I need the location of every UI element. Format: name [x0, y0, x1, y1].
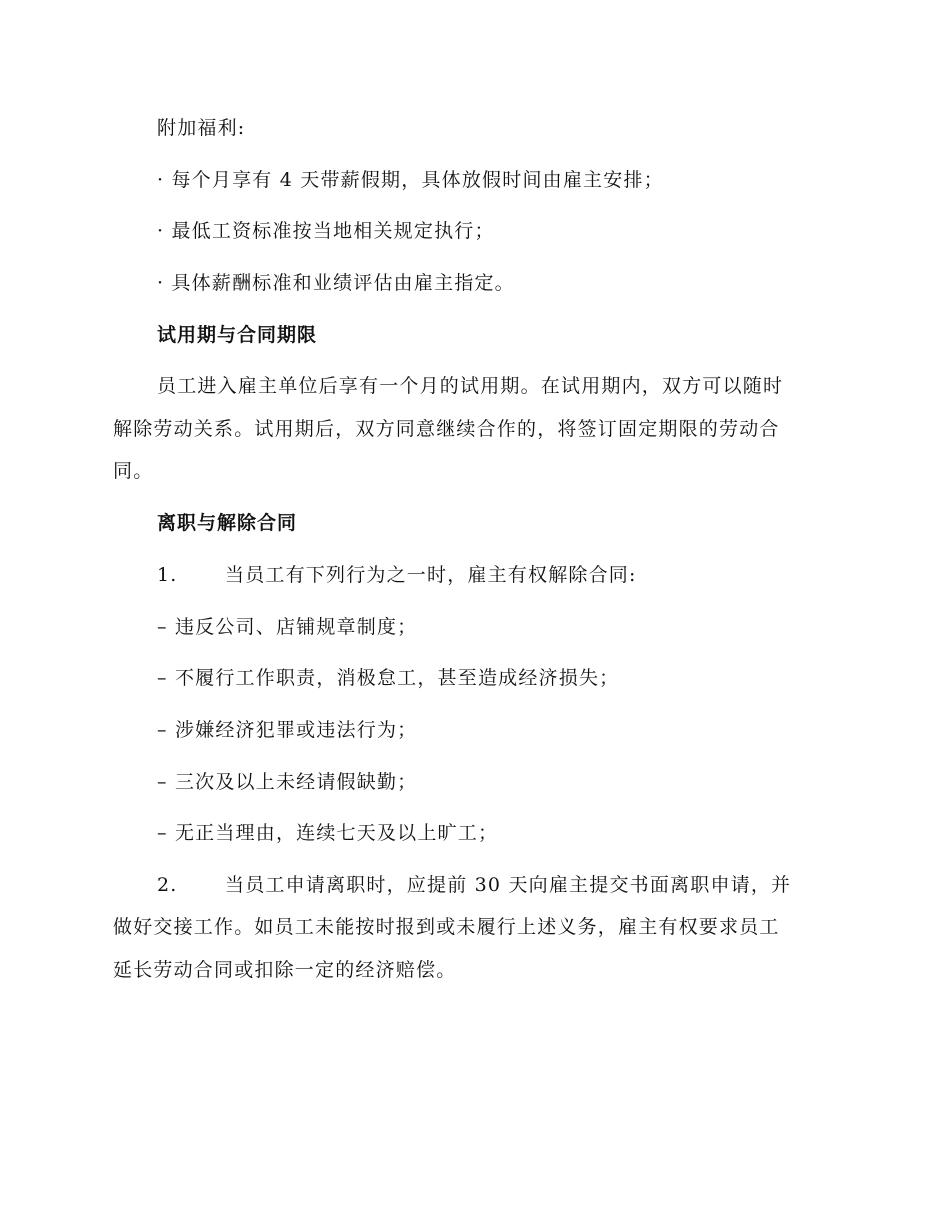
termination-sub-item: – 三次及以上未经请假缺勤； — [157, 771, 418, 793]
probation-heading: 试用期与合同期限 — [157, 324, 318, 346]
benefit-item: · 每个月享有 4 天带薪假期，具体放假时间由雇主安排； — [157, 169, 664, 191]
termination-sub-item: – 涉嫌经济犯罪或违法行为； — [157, 719, 418, 741]
probation-paragraph-line: 解除劳动关系。试用期后，双方同意继续合作的，将签订固定期限的劳动合 — [113, 418, 780, 440]
benefit-item: · 最低工资标准按当地相关规定执行； — [157, 220, 495, 242]
numbered-item-1 — [157, 562, 637, 588]
numbered-item-2-continuation: 做好交接工作。如员工未能按时报到或未履行上述义务，雇主有权要求员工 — [113, 916, 780, 938]
item-number: 2. — [157, 874, 178, 896]
benefits-heading: 附加福利: — [157, 117, 246, 139]
item-number: 1. — [157, 564, 178, 586]
benefit-item: · 具体薪酬标准和业绩评估由雇主指定。 — [157, 272, 515, 294]
numbered-item-2 — [157, 872, 791, 898]
termination-sub-item: – 违反公司、店铺规章制度； — [157, 616, 418, 638]
numbered-item-2-continuation: 延长劳动合同或扣除一定的经济赔偿。 — [113, 959, 457, 981]
probation-paragraph-line: 同。 — [113, 460, 154, 482]
item-text: 当员工申请离职时，应提前 30 天向雇主提交书面离职申请，并 — [225, 874, 792, 896]
probation-paragraph-line: 员工进入雇主单位后享有一个月的试用期。在试用期内，双方可以随时 — [157, 375, 784, 397]
termination-sub-item: – 无正当理由，连续七天及以上旷工； — [157, 822, 499, 844]
termination-heading: 离职与解除合同 — [157, 512, 298, 534]
item-text: 当员工有下列行为之一时，雇主有权解除合同: — [225, 564, 637, 586]
termination-sub-item: – 不履行工作职责，消极怠工，甚至造成经济损失； — [157, 667, 620, 689]
